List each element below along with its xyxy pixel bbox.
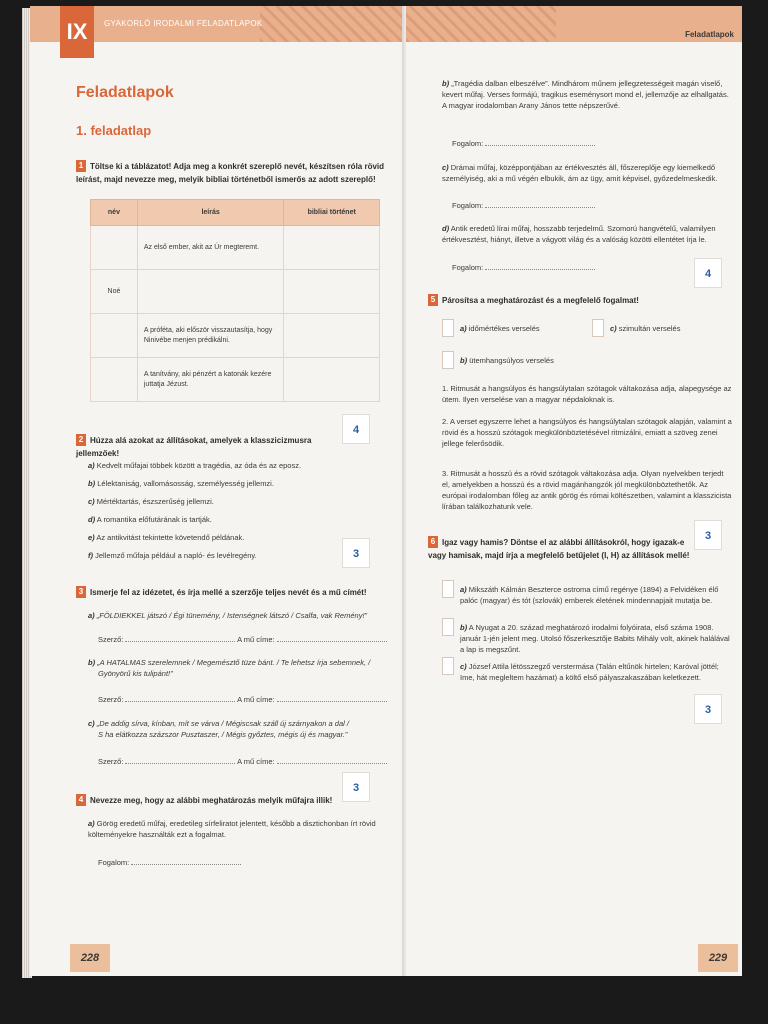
work-title-field[interactable]: [277, 641, 387, 642]
concept-field[interactable]: [131, 864, 241, 865]
item-text: A Nyugat a 20. század meghatározó irodalmi folyóirata, első száma 1908. január 1-jén jelent meg. Utolsó főszerkesztője Babits Mihály volt, akinek halálával a lap is megszűnt.: [460, 623, 730, 654]
table-header-row: [91, 200, 380, 226]
table-row: [91, 226, 380, 270]
concept-field[interactable]: [485, 207, 595, 208]
table-row: [91, 314, 380, 358]
item-label: a): [88, 611, 95, 620]
task1-number: 1: [76, 160, 86, 172]
definition-1: [442, 383, 732, 405]
task3-number: 3: [76, 586, 86, 598]
task2-item[interactable]: [88, 514, 212, 525]
table-cell[interactable]: [91, 314, 138, 358]
statement-a: [460, 584, 732, 606]
item-text: szimultán verselés: [618, 324, 681, 333]
quote-text: „De addig sírva, kínban, mít se várva / Mégiscsak száll új szárnyakon a dal /: [96, 719, 349, 728]
item-label: b): [460, 356, 468, 365]
table-cell[interactable]: [284, 270, 380, 314]
concept-label: Fogalom:: [98, 858, 130, 867]
task4-text: Nevezze meg, hogy az alábbi meghatározás melyik műfajra illik!: [90, 796, 333, 805]
option-a: [460, 323, 540, 334]
item-label: a): [460, 585, 467, 594]
task4-score: 4: [694, 258, 722, 288]
item-label: f): [88, 551, 93, 560]
item-text: Jellemző műfaja például a napló- és levélregény.: [95, 551, 257, 560]
item-text: Drámai műfaj, középpontjában az értékvesztés áll, főszereplője egy kiemelkedő személyiség, aki a mű végén elbukik, ám az ügy, amit képvisel, győzedelmeskedik.: [442, 163, 718, 183]
item-label: d): [88, 515, 96, 524]
author-label: Szerző:: [98, 757, 124, 766]
task2-item[interactable]: [88, 478, 274, 489]
task3-text: Ismerje fel az idézetet, és írja mellé a szerzője teljes nevét és a mű címét!: [90, 588, 367, 597]
task4-item-b: [442, 78, 732, 111]
statement-b: [460, 622, 732, 655]
item-label: b): [442, 79, 450, 88]
answer-box-a[interactable]: [442, 319, 454, 337]
task4-title: [76, 794, 336, 807]
item-text: ütemhangsúlyos verselés: [469, 356, 554, 365]
chapter-title: GYAKORLÓ IRODALMI FELADATLAPOK: [104, 19, 263, 28]
col-name: név: [91, 200, 138, 226]
definition-text: Ritmusát a hosszú és a rövid szótagok váltakozása adja. Olyan nyelvekben terjedt el, amelyekben a hosszú és a rövid magánhangzók jól megkülönböztethetők. Az európai irodalomban főleg az antik görög és római költészetben, valamint a klasszicista lírában találkozhatunk vele.: [442, 469, 732, 511]
table-row: [91, 270, 380, 314]
quote-text-2: S ha elátkozza százszor Pusztaszer, / Mégis győztes, mégis új és magyar.”: [98, 730, 348, 739]
concept-row[interactable]: [452, 138, 595, 149]
work-title-field[interactable]: [277, 763, 387, 764]
concept-label: Fogalom:: [452, 201, 484, 210]
definition-3: [442, 468, 732, 512]
work-title-label: A mű címe:: [237, 635, 275, 644]
item-text: A romantika előfutárának is tartják.: [96, 515, 212, 524]
table-cell[interactable]: [91, 226, 138, 270]
item-text: Mértéktartás, észszerűség jellemzi.: [96, 497, 214, 506]
table-row: [91, 358, 380, 402]
task1-score: 4: [342, 414, 370, 444]
task1-title: [76, 160, 396, 186]
task2-number: 2: [76, 434, 86, 446]
task2-score: 3: [342, 538, 370, 568]
item-label: a): [88, 819, 95, 828]
banner-pattern: [260, 6, 406, 42]
answer-box-b[interactable]: [442, 351, 454, 369]
task2-item[interactable]: [88, 550, 257, 561]
task4-item-a: [88, 818, 400, 840]
table-cell: Noé: [91, 270, 138, 314]
concept-row[interactable]: [98, 857, 241, 868]
author-label: Szerző:: [98, 635, 124, 644]
item-label: c): [460, 662, 467, 671]
true-false-box-a[interactable]: [442, 580, 454, 598]
definition-text: A verset egyszerre lehet a hangsúlyos és hangsúlytalan szótagok alapján, valamint a rövid és a hosszú szótagok megkülönböztetésével ritmizálni, emiatt a szöveg zenei jellege felerősödik.: [442, 417, 732, 448]
task2-item[interactable]: [88, 460, 301, 471]
option-b: [460, 355, 554, 366]
true-false-box-c[interactable]: [442, 657, 454, 675]
right-header-title: Feladatlapok: [685, 30, 734, 39]
quote-b: [88, 657, 398, 679]
item-text: Görög eredetű műfaj, eredetileg sírfeliratot jelentett, később a disztichonban írt rövid költeményekre használták ezt a fogalmat.: [88, 819, 376, 839]
task2-item[interactable]: [88, 532, 244, 543]
table-cell[interactable]: [284, 314, 380, 358]
task5-text: Párosítsa a meghatározást és a megfelelő fogalmat!: [442, 296, 639, 305]
answer-row-c[interactable]: [98, 756, 387, 767]
item-label: c): [88, 719, 95, 728]
item-label: a): [460, 324, 467, 333]
task3-title: [76, 586, 376, 599]
task2-item[interactable]: [88, 496, 214, 507]
task4-item-d: [442, 223, 732, 245]
quote-c: [88, 718, 398, 740]
concept-label: Fogalom:: [452, 263, 484, 272]
item-label: b): [88, 479, 96, 488]
option-c: [610, 323, 680, 334]
definition-number: 2.: [442, 417, 449, 426]
concept-row[interactable]: [452, 262, 595, 273]
item-label: b): [88, 658, 96, 667]
item-text: Az antikvitást tekintette követendő példának.: [96, 533, 245, 542]
task5-number: 5: [428, 294, 438, 306]
task6-text: Igaz vagy hamis? Döntse el az alábbi állításokról, hogy igazak-e vagy hamisak, majd írja a megfelelő betűjelet (I, H) az állítások mellé!: [428, 538, 690, 560]
work-title-field[interactable]: [277, 701, 387, 702]
answer-box-c[interactable]: [592, 319, 604, 337]
item-label: c): [442, 163, 449, 172]
author-label: Szerző:: [98, 695, 124, 704]
concept-field[interactable]: [485, 145, 595, 146]
table-cell: A tanítvány, aki pénzért a katonák kezére juttatja Jézust.: [137, 358, 284, 402]
task6-title: [428, 536, 698, 562]
item-text: József Attila létösszegző verstermása (Talán eltűnök hirtelen; Karóval jöttél; Ime, hát megleltem hazámat) a költő első pályaszakaszában keletkezett.: [460, 662, 719, 682]
task4-item-c: [442, 162, 732, 184]
item-text: Kedvelt műfajai többek között a tragédia, az óda és az eposz.: [96, 461, 302, 470]
task6-number: 6: [428, 536, 438, 548]
item-label: b): [460, 623, 468, 632]
answer-row-b[interactable]: [98, 694, 387, 705]
table-cell[interactable]: [284, 226, 380, 270]
table-cell: A próféta, aki először visszautasítja, hogy Ninivébe menjen prédikálni.: [137, 314, 284, 358]
page-number-left: 228: [70, 944, 110, 972]
item-text: „Tragédia dalban elbeszélve”. Mindhárom műnem jellegzetességeit magán viselő, kevert műfaj. Verses formájú, tragikus eseménysort mond el, jellemzője az elhallgatás. A magyar irodalomban Arany János tette népszerűvé.: [442, 79, 729, 110]
item-text: Mikszáth Kálmán Beszterce ostroma című regénye (1894) a Felvidéken élő palóc (magyar) és tót (szlovák) emberek életének mindennapjait mutatja be.: [460, 585, 719, 605]
true-false-box-b[interactable]: [442, 618, 454, 636]
definition-number: 1.: [442, 384, 449, 393]
table-cell[interactable]: [137, 270, 284, 314]
col-story: bibliai történet: [284, 200, 380, 226]
answer-row-a[interactable]: [98, 634, 387, 645]
work-title-label: A mű címe:: [237, 757, 275, 766]
quote-a: [88, 610, 398, 621]
chapter-number: IX: [60, 6, 94, 58]
table-cell[interactable]: [284, 358, 380, 402]
task6-score: 3: [694, 520, 722, 550]
author-field[interactable]: [125, 701, 235, 702]
worksheet-title: 1. feladatlap: [76, 123, 152, 138]
definition-2: [442, 416, 732, 449]
table-cell[interactable]: [91, 358, 138, 402]
work-title-label: A mű címe:: [237, 695, 275, 704]
concept-field[interactable]: [485, 269, 595, 270]
item-label: c): [610, 324, 617, 333]
item-text: időmértékes verselés: [468, 324, 540, 333]
task1-text: Töltse ki a táblázatot! Adja meg a konkrét szereplő nevét, készítsen róla rövid leírást, majd nevezze meg, melyik bibliai történetből ismerős az adott szereplő!: [76, 162, 385, 184]
item-text: Antik eredetű lírai műfaj, hosszabb terjedelmű. Szomorú hangvételű, valamilyen értékvesztést, hiányt, illetve a vágyott világ és a valóság közötti ellentétet írja le.: [442, 224, 716, 244]
concept-label: Fogalom:: [452, 139, 484, 148]
item-label: d): [442, 224, 450, 233]
item-label: e): [88, 533, 95, 542]
page-number-right: 229: [698, 944, 738, 972]
left-page: [30, 6, 406, 976]
quote-text-2: Gyönyörű kis tulipánt!”: [98, 669, 173, 678]
definition-text: Ritmusát a hangsúlyos és hangsúlytalan szótagok váltakozása adja, alapegysége az ütem. Ilyen verselése van a magyar népdaloknak is.: [442, 384, 732, 404]
banner-pattern: [406, 6, 556, 42]
task6-bottom-score: 3: [694, 694, 722, 724]
author-field[interactable]: [125, 641, 235, 642]
table-cell: Az első ember, akit az Úr megteremt.: [137, 226, 284, 270]
task3-score: 3: [342, 772, 370, 802]
item-label: c): [88, 497, 95, 506]
item-label: a): [88, 461, 95, 470]
bible-table: [90, 199, 380, 402]
quote-text: „A HATALMAS szerelemnek / Megemésztő tüze bánt. / Te lehetsz írja sebemnek, /: [97, 658, 371, 667]
task5-title: [428, 294, 708, 307]
task2-title: [76, 434, 336, 460]
author-field[interactable]: [125, 763, 235, 764]
concept-row[interactable]: [452, 200, 595, 211]
statement-c: [460, 661, 732, 683]
task2-text: Húzza alá azokat az állításokat, amelyek a klasszicizmusra jellemzőek!: [76, 436, 312, 458]
col-description: leírás: [137, 200, 284, 226]
task4-number: 4: [76, 794, 86, 806]
quote-text: „FÖLDIEKKEL játszó / Égi tünemény, / Istenségnek látszó / Csalfa, vak Remény!”: [96, 611, 368, 620]
definition-number: 3.: [442, 469, 449, 478]
page-title: Feladatlapok: [76, 84, 174, 101]
right-page: [406, 6, 742, 976]
item-text: Lélektaniság, vallomásosság, személyesség jellemzi.: [97, 479, 274, 488]
